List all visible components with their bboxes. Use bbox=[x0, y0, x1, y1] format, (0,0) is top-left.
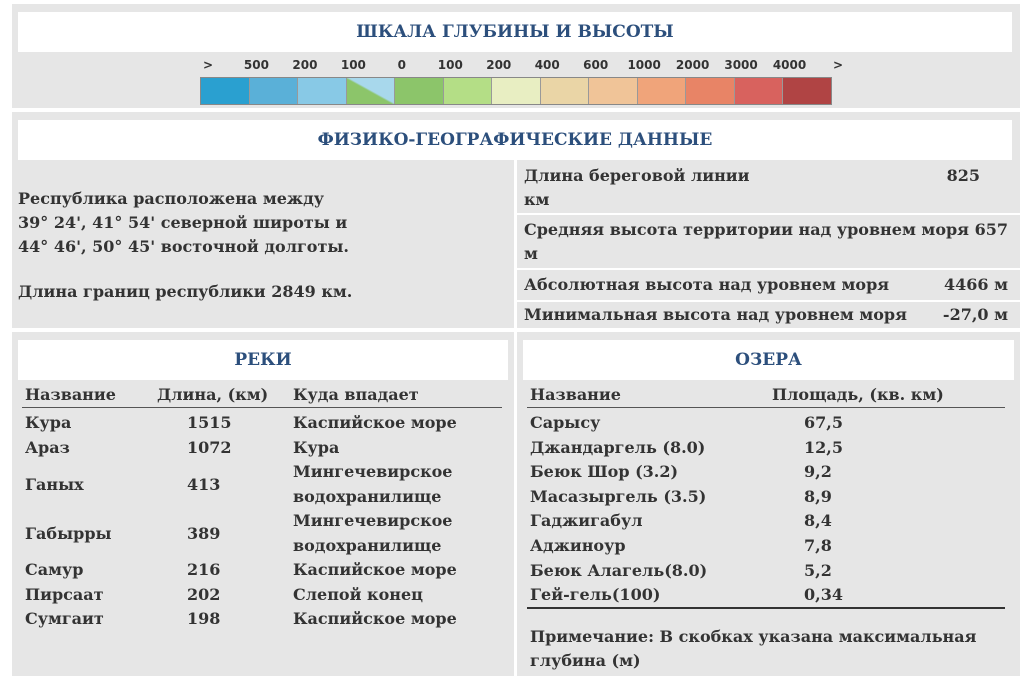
lakes-note-line-1: Примечание: В скобках указана максимальная bbox=[530, 627, 977, 646]
river-name: Габырры bbox=[25, 523, 112, 543]
scale-label: 500 bbox=[243, 58, 269, 72]
river-mouth: Кура bbox=[293, 437, 340, 457]
scale-label: 4000 bbox=[772, 58, 807, 72]
lake-area: 0,34 bbox=[804, 585, 843, 605]
river-length: 216 bbox=[187, 560, 221, 579]
scale-label: 3000 bbox=[724, 58, 758, 72]
river-length: 202 bbox=[187, 584, 221, 604]
river-mouth: Каспийское море bbox=[293, 560, 457, 579]
scale-label: > bbox=[832, 58, 844, 72]
lake-name: Сарысу bbox=[530, 413, 601, 432]
scale-swatch bbox=[201, 78, 250, 104]
lake-area: 12,5 bbox=[804, 437, 843, 457]
rivers-header-length: Длина, (км) bbox=[157, 385, 269, 404]
abs-height-value: 4466 м bbox=[944, 275, 1008, 294]
rivers-header-mouth: Куда впадает bbox=[293, 385, 419, 404]
scale-swatch bbox=[541, 78, 590, 104]
rivers-header-line bbox=[22, 407, 502, 408]
lakes-header-area: Площадь, (кв. км) bbox=[772, 385, 944, 404]
scale-label: 600 bbox=[583, 58, 609, 72]
lake-area: 5,2 bbox=[804, 560, 832, 580]
lake-name: Беюк Алагель(8.0) bbox=[530, 560, 708, 580]
scale-label: > bbox=[202, 58, 214, 72]
data-row-avg-height bbox=[524, 218, 1008, 266]
lakes-title: ОЗЕРА bbox=[523, 340, 1014, 380]
river-mouth: Мингечевирское bbox=[293, 511, 453, 530]
location-text bbox=[18, 187, 349, 259]
row-divider-3 bbox=[517, 300, 1020, 302]
scale-swatch bbox=[347, 78, 396, 104]
scale-swatch bbox=[492, 78, 541, 104]
min-height-label: Минимальная высота над уровнем моря bbox=[524, 305, 907, 324]
scale-swatch bbox=[589, 78, 638, 104]
scale-label: 100 bbox=[340, 58, 366, 72]
river-mouth: Мингечевирское bbox=[293, 462, 453, 481]
scale-swatch bbox=[298, 78, 347, 104]
data-row-coastline bbox=[524, 164, 1008, 212]
scale-swatch bbox=[686, 78, 735, 104]
avg-height-unit: м bbox=[524, 244, 538, 263]
river-name: Пирсаат bbox=[25, 584, 104, 604]
scale-swatch bbox=[783, 78, 831, 104]
scale-title: ШКАЛА ГЛУБИНЫ И ВЫСОТЫ bbox=[18, 12, 1012, 52]
river-length: 198 bbox=[187, 609, 221, 628]
physical-divider bbox=[514, 160, 517, 328]
data-row-min-height bbox=[524, 303, 1008, 327]
lake-name: Масазыргель (3.5) bbox=[530, 486, 707, 506]
avg-height-value: 657 bbox=[974, 220, 1008, 239]
coastline-value: 825 bbox=[946, 166, 980, 185]
scale-swatch bbox=[735, 78, 784, 104]
location-line-1: Республика расположена между bbox=[18, 189, 324, 208]
abs-height-label: Абсолютная высота над уровнем моря bbox=[524, 275, 890, 294]
lake-name: Аджиноур bbox=[530, 536, 626, 555]
scale-swatch bbox=[638, 78, 687, 104]
row-divider-2 bbox=[517, 268, 1020, 270]
lakes-note bbox=[530, 625, 976, 673]
scale-label: 200 bbox=[486, 58, 512, 72]
rivers-title: РЕКИ bbox=[18, 340, 508, 380]
scale-label: 400 bbox=[534, 58, 560, 72]
scale-swatch bbox=[444, 78, 493, 104]
lakes-bottom-line bbox=[527, 607, 1005, 609]
river-mouth: Слепой конец bbox=[293, 584, 423, 604]
scale-labels bbox=[200, 58, 844, 74]
rivers-header-name: Название bbox=[25, 385, 116, 404]
lake-name: Беюк Шор (3.2) bbox=[530, 462, 679, 482]
river-length: 413 bbox=[187, 474, 221, 494]
physical-title: ФИЗИКО-ГЕОГРАФИЧЕСКИЕ ДАННЫЕ bbox=[18, 120, 1012, 160]
lake-name: Гей-гель(100) bbox=[530, 585, 661, 605]
lake-name: Джандаргель (8.0) bbox=[530, 437, 706, 457]
lakes-header-name: Название bbox=[530, 385, 621, 404]
border-length-text: Длина границ республики 2849 км. bbox=[18, 282, 353, 301]
lakes-header-line bbox=[527, 407, 1005, 408]
river-name: Ганых bbox=[25, 474, 84, 494]
scale-bar bbox=[200, 77, 832, 105]
location-line-2: 39° 24', 41° 54' северной широты и bbox=[18, 213, 348, 232]
river-mouth: Каспийское море bbox=[293, 413, 457, 432]
min-height-value: -27,0 м bbox=[942, 305, 1008, 324]
lake-area: 67,5 bbox=[804, 413, 843, 432]
river-name: Араз bbox=[25, 437, 70, 457]
scale-swatch bbox=[395, 78, 444, 104]
data-row-abs-height bbox=[524, 273, 1008, 297]
river-name: Кура bbox=[25, 413, 72, 432]
river-length: 1072 bbox=[187, 437, 232, 457]
lake-area: 9,2 bbox=[804, 462, 832, 482]
scale-label: 0 bbox=[397, 58, 407, 72]
scale-swatch bbox=[250, 78, 299, 104]
river-length: 1515 bbox=[187, 413, 232, 432]
scale-label: 200 bbox=[292, 58, 318, 72]
coastline-unit: км bbox=[524, 190, 550, 209]
river-mouth: водохранилище bbox=[293, 536, 442, 555]
scale-label: 100 bbox=[437, 58, 463, 72]
river-length: 389 bbox=[187, 523, 221, 543]
lake-area: 8,4 bbox=[804, 511, 832, 531]
river-mouth: водохранилище bbox=[293, 487, 442, 506]
row-divider-1 bbox=[517, 213, 1020, 215]
scale-label: 2000 bbox=[675, 58, 710, 72]
coastline-label: Длина береговой линии bbox=[524, 166, 750, 185]
river-mouth: Каспийское море bbox=[293, 609, 457, 628]
lake-area: 8,9 bbox=[804, 486, 832, 506]
lake-name: Гаджигабул bbox=[530, 511, 643, 531]
scale-label: 1000 bbox=[627, 58, 661, 72]
river-name: Самур bbox=[25, 560, 84, 579]
avg-height-label: Средняя высота территории над уровнем моря bbox=[524, 220, 969, 239]
location-line-3: 44° 46', 50° 45' восточной долготы. bbox=[18, 237, 349, 256]
lakes-note-line-2: глубина (м) bbox=[530, 651, 641, 670]
lake-area: 7,8 bbox=[804, 536, 832, 555]
river-name: Сумгаит bbox=[25, 609, 104, 628]
